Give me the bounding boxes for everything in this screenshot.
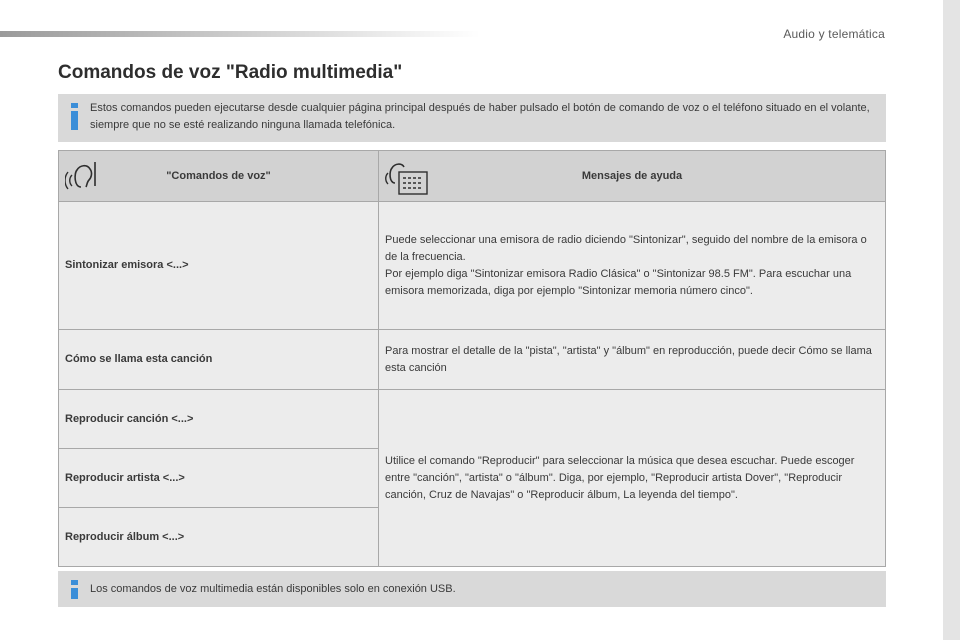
page-title: Comandos de voz "Radio multimedia" xyxy=(58,62,403,83)
voice-command-icon xyxy=(65,159,101,193)
table-row xyxy=(59,202,886,330)
intro-note-text: Estos comandos pueden ejecutarse desde cualquier página principal después de haber pulsado el botón de comando de voz o el teléfono situado en el volante, siempre que no se esté realizando ninguna llamada telefónica. xyxy=(90,102,870,131)
header-messages xyxy=(379,151,886,202)
info-icon xyxy=(71,580,78,599)
outro-note xyxy=(58,571,886,607)
table-row xyxy=(59,330,886,390)
help-cell: Para mostrar el detalle de la "pista", "artista" y "álbum" en reproducción, puede decir Cómo se llama esta canción xyxy=(379,330,886,390)
help-cell: Puede seleccionar una emisora de radio diciendo "Sintonizar", seguido del nombre de la emisora o de la frecuencia. Por ejemplo diga "Sintonizar emisora Radio Clásica" o "Sintonizar 98.5 FM". Para escuchar una emisora memorizada, diga por ejemplo "Sintonizar memoria número cinco". xyxy=(379,202,886,330)
header-commands-label: "Comandos de voz" xyxy=(166,169,271,182)
page-edge-bar xyxy=(943,0,960,640)
header-commands xyxy=(59,151,379,202)
command-cell: Reproducir artista <...> xyxy=(59,449,379,508)
command-cell: Reproducir canción <...> xyxy=(59,390,379,449)
command-cell: Reproducir álbum <...> xyxy=(59,508,379,567)
header-messages-label: Mensajes de ayuda xyxy=(581,169,683,182)
outro-note-text: Los comandos de voz multimedia están disponibles solo en conexión USB. xyxy=(90,583,456,595)
table-row xyxy=(59,390,886,449)
command-cell: Sintonizar emisora <...> xyxy=(59,202,379,330)
help-messages-icon xyxy=(385,159,431,197)
header-rule xyxy=(0,31,480,37)
command-cell: Cómo se llama esta canción xyxy=(59,330,379,390)
info-icon xyxy=(71,103,78,130)
help-cell: Utilice el comando "Reproducir" para seleccionar la música que desea escuchar. Puede escoger entre "canción", "artista" o "álbum". Diga, por ejemplo, "Reproducir artista Dover", "Reproducir canción, Cruz de Navajas" o "Reproducir álbum, La leyenda del tiempo". xyxy=(379,390,886,567)
section-label: Audio y telemática xyxy=(783,27,885,41)
intro-note xyxy=(58,94,886,142)
table-header-row xyxy=(59,151,886,202)
voice-commands-table xyxy=(58,150,886,567)
